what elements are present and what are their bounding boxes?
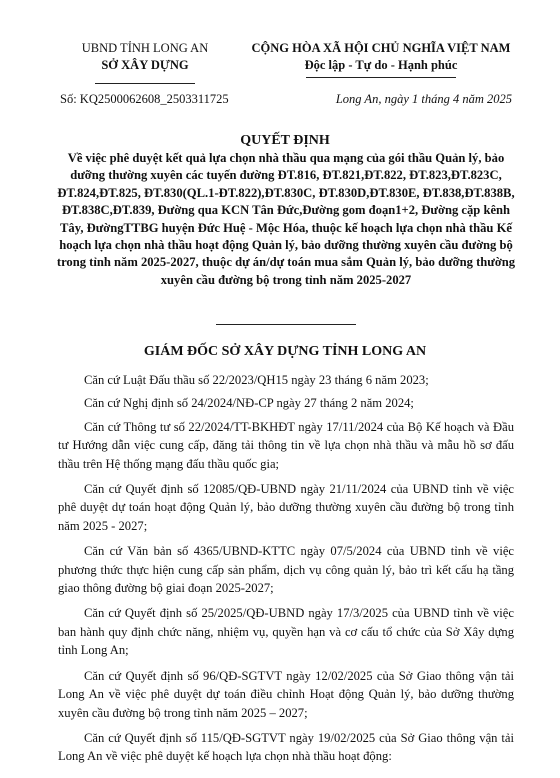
place-date: Long An, ngày 1 tháng 4 năm 2025: [335, 92, 512, 106]
agency-header: [60, 40, 230, 84]
legal-basis-item: Căn cứ Luật Đấu thầu số 22/2023/QH15 ngày 23 tháng 6 năm 2023;: [84, 373, 429, 387]
national-header: [236, 40, 526, 78]
subject-underline: [216, 324, 356, 325]
legal-basis-item: Căn cứ Thông tư số 22/2024/TT-BKHĐT ngày 17/11/2024 của Bộ Kế hoạch và Đầu tư Hướng dẫn việc cung cấp, đăng tải thông tin về lựa chọn nhà thầu và mẫu hồ sơ đấu thầu trên Hệ thống mạng đấu thầu quốc gia;: [58, 419, 514, 471]
legal-basis-item: Căn cứ Quyết định số 115/QĐ-SGTVT ngày 19/02/2025 của Sở Giao thông vận tải Long An về việc phê duyệt kế hoạch lựa chọn nhà thầu hoạt động:: [58, 730, 514, 764]
legal-basis-item: Căn cứ Quyết định số 96/QĐ-SGTVT ngày 12/02/2025 của Sở Giao thông vận tải Long An về việc phê duyệt dự toán điều chỉnh Hoạt động Quản lý, bảo dưỡng thường xuyên cầu đường bộ trong tỉnh năm 2025 – 2027;: [58, 668, 514, 720]
motto-underline: [306, 77, 456, 78]
agency-name: SỞ XÂY DỰNG: [101, 58, 189, 72]
nation-title: CỘNG HÒA XÃ HỘI CHỦ NGHĨA VIỆT NAM: [251, 41, 511, 55]
document-number: Số: KQ2500062608_2503311725: [60, 92, 229, 106]
legal-basis-item: Căn cứ Văn bản số 4365/UBND-KTTC ngày 07/5/2024 của UBND tỉnh về việc phương thức thực hiện cung cấp sản phẩm, dịch vụ công quản lý, bảo trì kết cấu hạ tầng giao thông đường bộ giai đoạn 2025-2027;: [58, 544, 514, 596]
parent-agency: UBND TỈNH LONG AN: [81, 41, 209, 55]
legal-basis-list: [58, 371, 514, 773]
decision-subject: Về việc phê duyệt kết quả lựa chọn nhà thầu qua mạng của gói thầu Quản lý, bảo dưỡng thường xuyên các tuyến đường ĐT.816, ĐT.821,ĐT.822, ĐT.823,ĐT.823C, ĐT.824,ĐT.825, ĐT.830(QL.1-ĐT.822),ĐT.830C, ĐT.830D,ĐT.830E, ĐT.838,ĐT.838B, ĐT.838C,ĐT.839, Đường qua KCN Tân Đức,Đường gom đoạn1+2, Đường cặp kênh Tây, ĐườngTTBG huyện Đức Huệ - Mộc Hóa, thuộc kế hoạch lựa chọn nhà thầu Kế hoạch lựa chọn nhà thầu hoạt động Quản lý, bảo dưỡng thường xuyên cầu đường bộ trong tỉnh năm 2025-2027, thuộc dự án/dự toán mua sắm Quản lý, bảo dưỡng thường xuyên cầu đường bộ trong tỉnh năm 2025-2027: [56, 151, 516, 287]
legal-basis-item: Căn cứ Nghị định số 24/2024/NĐ-CP ngày 27 tháng 2 năm 2024;: [84, 396, 414, 411]
decision-title: QUYẾT ĐỊNH: [240, 133, 330, 148]
national-motto: Độc lập - Tự do - Hạnh phúc: [304, 58, 458, 72]
legal-basis-item: Căn cứ Quyết định số 25/2025/QĐ-UBND ngày 17/3/2025 của UBND tỉnh về việc ban hành quy định chức năng, nhiệm vụ, quyền hạn và cơ cấu tổ chức của Sở Xây dựng tỉnh Long An;: [58, 606, 514, 658]
legal-basis-item: Căn cứ Quyết định số 12085/QĐ-UBND ngày 21/11/2024 của UBND tỉnh về việc phê duyệt dự toán hoạt động Quản lý, bảo dưỡng thường xuyên cầu đường bộ trong tỉnh năm 2025 - 2027;: [58, 482, 514, 533]
agency-underline: [95, 83, 195, 84]
issuing-authority: GIÁM ĐỐC SỞ XÂY DỰNG TỈNH LONG AN: [143, 344, 427, 359]
